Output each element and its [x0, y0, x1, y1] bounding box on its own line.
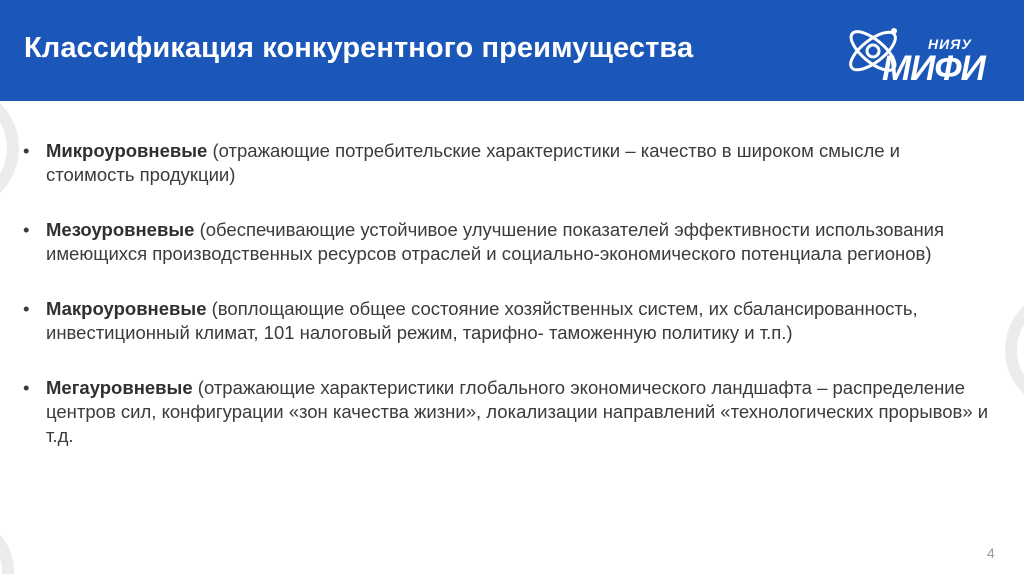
mephi-logo — [842, 10, 1002, 94]
bullet-icon: • — [23, 298, 30, 319]
header-bar — [0, 0, 1024, 101]
bullet-icon: • — [23, 377, 30, 398]
classification-list — [22, 139, 992, 448]
item-term: Микроуровневые — [46, 140, 208, 161]
item-term: Мегауровневые — [46, 377, 193, 398]
item-description: (отражающие потребительские характеристики – качество в широком смысле и стоимость продукции) — [46, 140, 901, 185]
logo-name: МИФИ — [882, 49, 985, 88]
page-number: 4 — [987, 545, 995, 561]
item-description: (обеспечивающие устойчивое улучшение показателей эффективности использования имеющихся производственных ресурсов отраслей и социально-экономического потенциала регионов) — [46, 219, 945, 264]
item-term: Мезоуровневые — [46, 219, 195, 240]
bullet-icon: • — [23, 219, 30, 240]
list-item-macro — [22, 297, 992, 345]
bullet-icon: • — [23, 140, 30, 161]
item-term: Макроуровневые — [46, 298, 207, 319]
item-description: (отражающие характеристики глобального экономического ландшафта – распределение центров сил, конфигурации «зон качества жизни», локализации направлений «технологических прорывов» и т.д. — [46, 377, 989, 446]
list-item-mega — [22, 376, 992, 448]
slide-title: Классификация конкурентного преимущества — [24, 32, 694, 64]
list-item-micro — [22, 139, 992, 187]
list-item-meso — [22, 218, 992, 266]
logo-abbreviation: НИЯУ — [928, 36, 972, 52]
item-description: (воплощающие общее состояние хозяйственных систем, их сбалансированность, инвестиционный климат, 101 налоговый режим, тарифно- таможенную политику и т.п.) — [46, 298, 918, 343]
